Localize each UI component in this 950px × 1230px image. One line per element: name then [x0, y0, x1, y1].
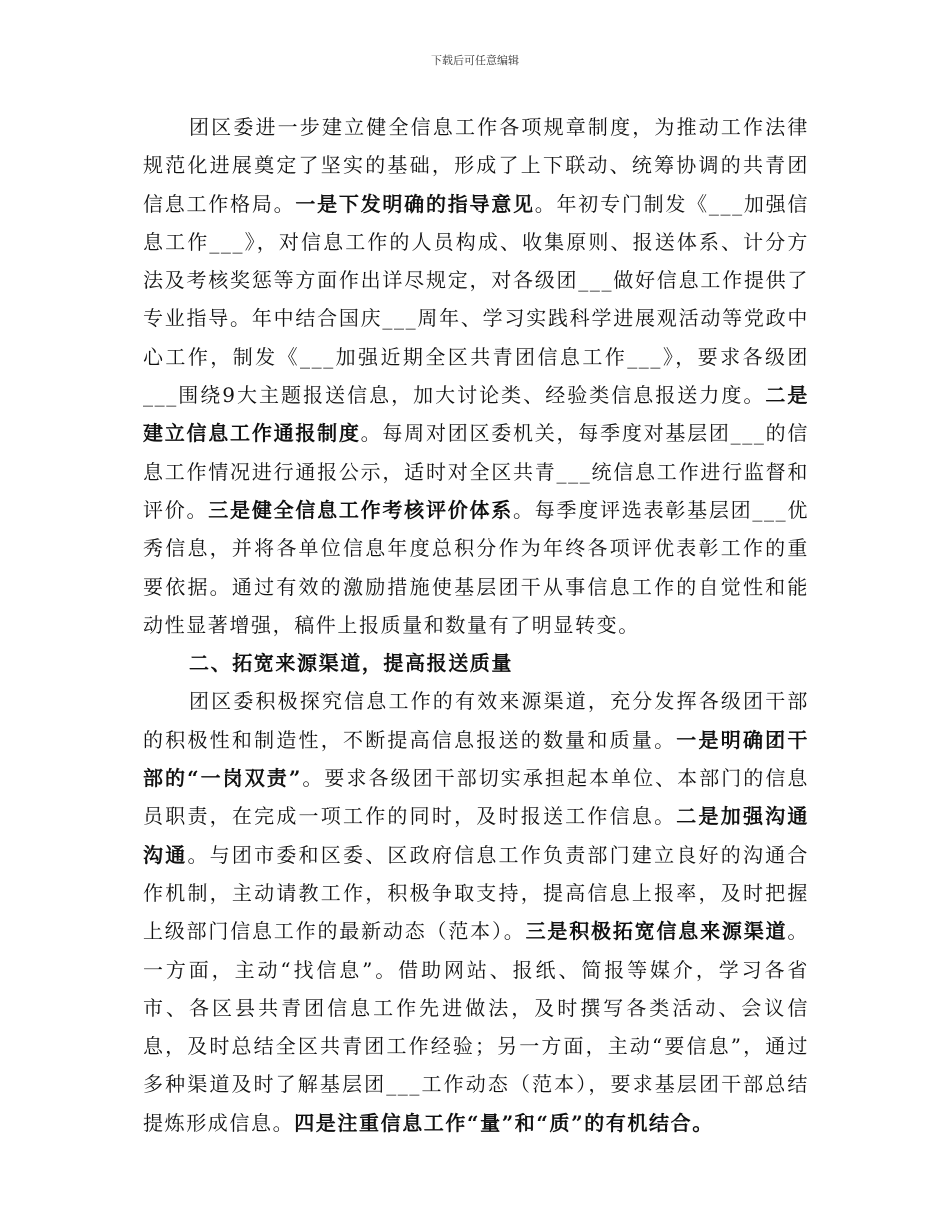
text-run: 。每季度评选表彰基层团___优秀信息，并将各单位信息年度总积分作为年终各项评优表彰工作的重要依据。通过有效的激励措施使基层团干从事信息工作的自觉性和能动性显著增强，稿件上报质量和数量有了明显转变。 — [143, 497, 809, 637]
bold-point: 三是积极拓宽信息来源渠道 — [525, 919, 788, 944]
text-run: 。年初专门制发《___加强信息工作___》，对信息工作的人员构成、收集原则、报送体系、计分方法及考核奖惩等方面作出详尽规定，对各级团___做好信息工作提供了专业指导。年中结合国庆___周年、学习实践科学进展观活动等党政中心工作，制发《___加强近期全区共青团信息工作___》，要求各级团___围绕9大主题报送信息，加大讨论类、经验类信息报送力度。 — [143, 191, 809, 408]
text-run: 团区委进一步建立健全信息工作各项规章制度，为推动工作法律规范化进展奠定了坚实的基础，形成了上下联动、统筹协调的共青团信息工作格局。 — [143, 115, 809, 216]
bold-point: 四是注重信息工作“量”和“质”的有机结合。 — [294, 1110, 714, 1135]
bold-point: 三是健全信息工作考核评价体系 — [208, 497, 514, 522]
text-run: 。每周对团区委机关，每季度对基层团___的信息工作情况进行通报公示，适时对全区共青___统信息工作进行监督和评价。 — [143, 421, 809, 522]
text-run: 。要求各级团干部切实承担起本单位、本部门的信息员职责，在完成一项工作的同时，及时报送工作信息。 — [143, 766, 809, 829]
bold-point: 一是下发明确的指导意见 — [295, 191, 535, 216]
bold-point: 二是加强沟通沟通 — [143, 804, 809, 867]
page-header: 下载后可任意编辑 — [431, 54, 519, 67]
section-heading: 二、拓宽来源渠道，提高报送质量 — [189, 651, 513, 676]
text-run: 。一方面，主动“找信息”。借助网站、报纸、简报等媒介，学习各省市、各区县共青团信息工作先进做法，及时撰写各类活动、会议信息，及时总结全区共青团工作经验；另一方面，主动“要信息”，通过多种渠道及时了解基层团___工作动态（范本），要求基层团干部总结提炼形成信息。 — [143, 919, 809, 1135]
text-run: 。与团市委和区委、区政府信息工作负责部门建立良好的沟通合作机制，主动请教工作，积极争取支持，提高信息上报率，及时把握上级部门信息工作的最新动态（范本）。 — [143, 842, 809, 944]
text-run: 团区委积极探究信息工作的有效来源渠道，充分发挥各级团干部的积极性和制造性，不断提高信息报送的数量和质量。 — [143, 689, 809, 752]
bold-point: 二是建立信息工作通报制度 — [143, 383, 809, 446]
paragraph-regulations — [143, 108, 809, 644]
paragraph-channels — [143, 682, 809, 1142]
document-body — [143, 108, 809, 1142]
bold-point: 一是明确团干部的“一岗双责” — [143, 727, 809, 791]
